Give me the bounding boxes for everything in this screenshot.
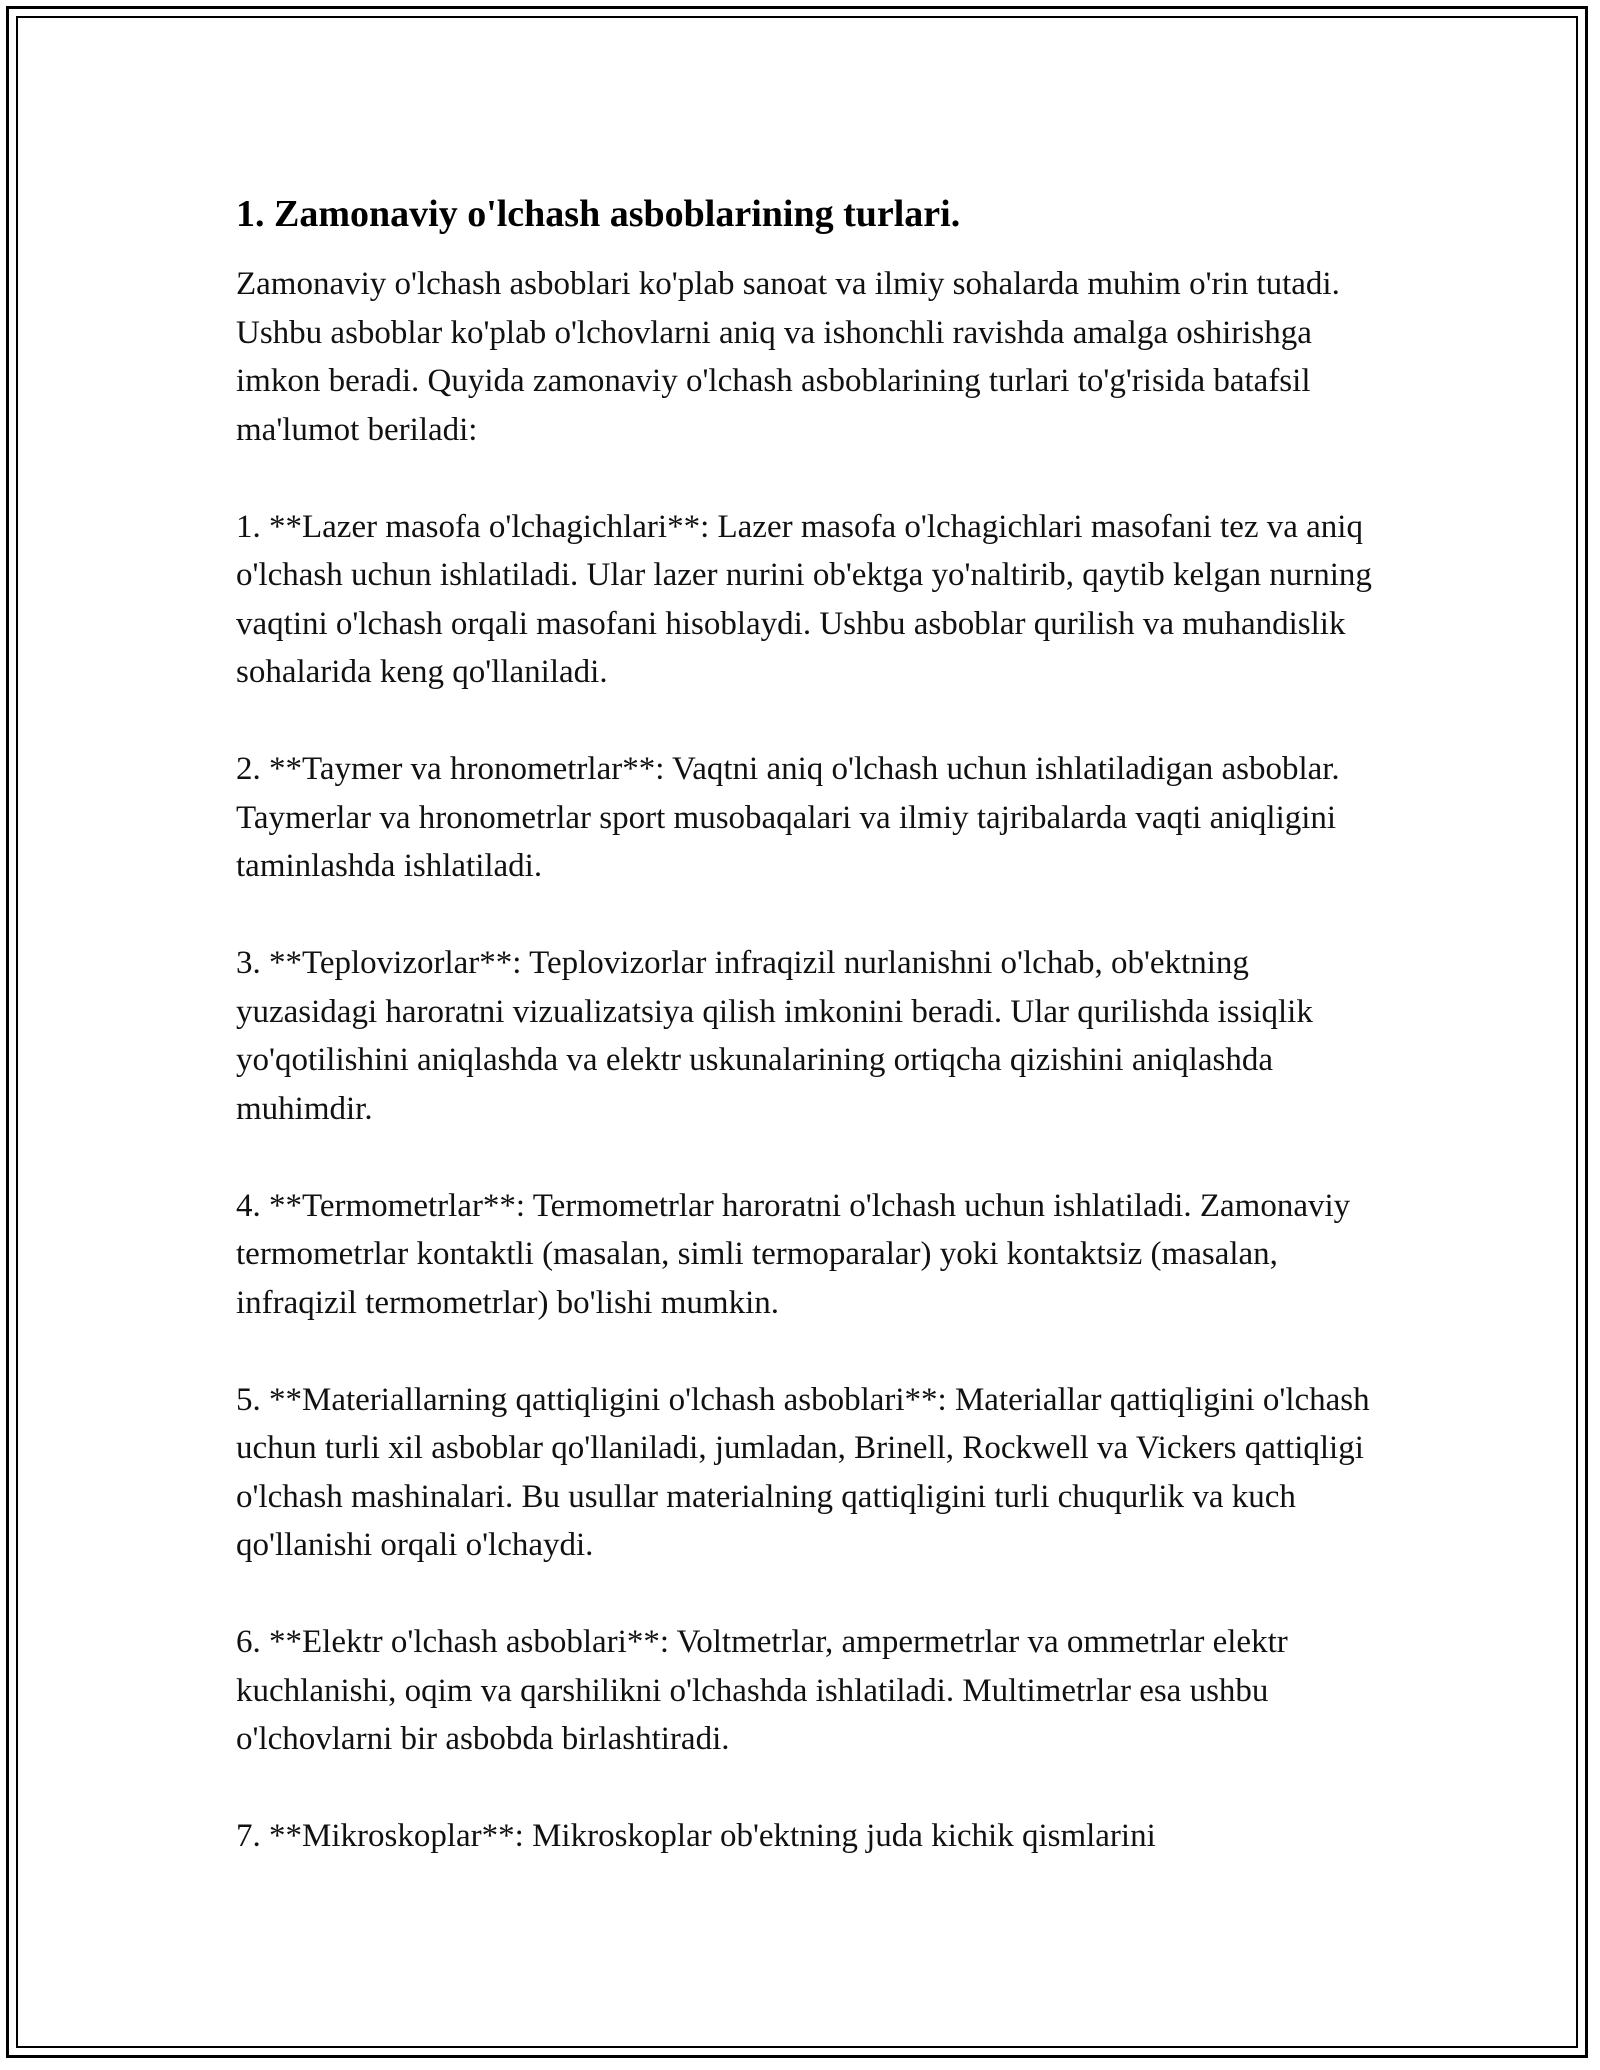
- item-timers-chronometers: 2. **Taymer va hronometrlar**: Vaqtni aniq o'lchash uchun ishlatiladigan asboblar. Taymerlar va hronometrlar sport musobaqalari va ilmiy tajribalarda vaqti aniqligini taminlashda ishlatiladi.: [236, 751, 1340, 884]
- item-microscopes: 7. **Mikroskoplar**: Mikroskoplar ob'ektning juda kichik qismlarini: [236, 1818, 1156, 1854]
- document-title: 1. Zamonaviy o'lchash asboblarining turlari.: [236, 193, 961, 235]
- intro-paragraph: Zamonaviy o'lchash asboblari ko'plab sanoat va ilmiy sohalarda muhim o'rin tutadi. Ushbu asboblar ko'plab o'lchovlarni aniq va ishonchli ravishda amalga oshirishga imkon beradi. Quyida zamonaviy o'lchash asboblarining turlari to'g'risida batafsil ma'lumot beriladi:: [236, 266, 1340, 448]
- item-electrical-instruments: 6. **Elektr o'lchash asboblari**: Voltmetrlar, ampermetrlar va ommetrlar elektr kuchlanishi, oqim va qarshilikni o'lchashda ishlatiladi. Multimetrlar esa ushbu o'lchovlarni bir asbobda birlashtiradi.: [236, 1624, 1288, 1757]
- document-body: [236, 188, 1386, 1909]
- item-hardness-testers: 5. **Materiallarning qattiqligini o'lchash asboblari**: Materiallar qattiqligini o'lchash uchun turli xil asboblar qo'llaniladi, jumladan, Brinell, Rockwell va Vickers qattiqligi o'lchash mashinalari. Bu usullar materialning qattiqligini turli chuqurlik va kuch qo'llanishi orqali o'lchaydi.: [236, 1381, 1370, 1563]
- item-thermal-imagers: 3. **Teplovizorlar**: Teplovizorlar infraqizil nurlanishni o'lchab, ob'ektning yuzasidagi haroratni vizualizatsiya qilish imkonini beradi. Ular qurilishda issiqlik yo'qotilishini aniqlashda va elektr uskunalarining ortiqcha qizishini aniqlashda muhimdir.: [236, 945, 1313, 1127]
- item-thermometers: 4. **Termometrlar**: Termometrlar haroratni o'lchash uchun ishlatiladi. Zamonaviy termometrlar kontaktli (masalan, simli termoparalar) yoki kontaktsiz (masalan, infraqizil termometrlar) bo'lishi mumkin.: [236, 1187, 1351, 1321]
- item-laser-rangefinders: 1. **Lazer masofa o'lchagichlari**: Lazer masofa o'lchagichlari masofani tez va aniq o'lchash uchun ishlatiladi. Ular lazer nurini ob'ektga yo'naltirib, qaytib kelgan nurning vaqtini o'lchash orqali masofani hisoblaydi. Ushbu asboblar qurilish va muhandislik sohalarida keng qo'llaniladi.: [236, 508, 1372, 690]
